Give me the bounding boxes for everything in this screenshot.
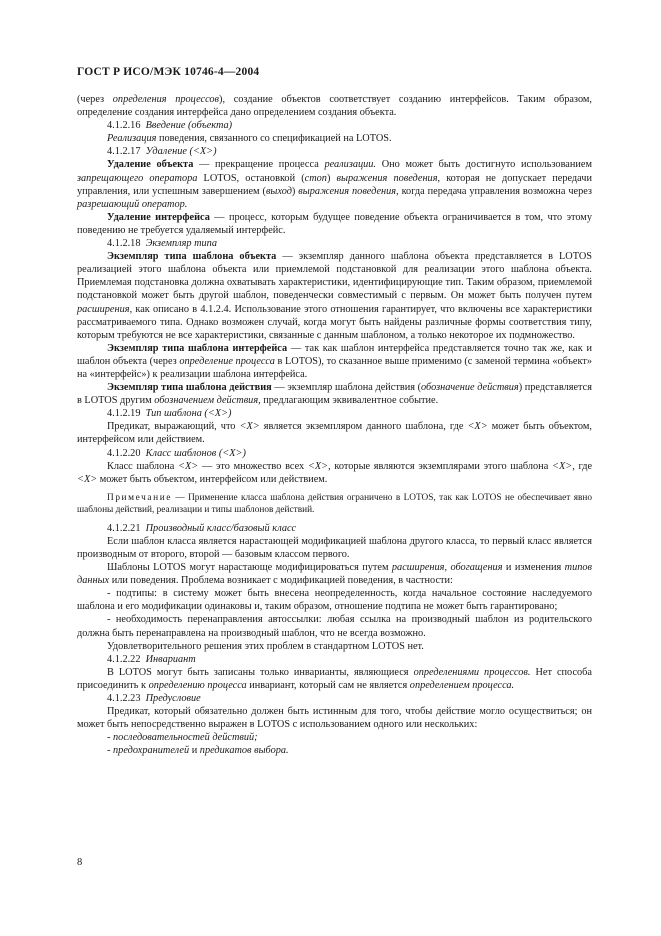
- section-heading-4-1-2-22: 4.1.2.22 Инвариант: [107, 653, 196, 665]
- list-item: - необходимость перенаправления автоссылки: любая ссылка на производный шаблон из родительского должна быть перенаправлена на производный шаблон, что не всегда возможно.: [77, 614, 592, 639]
- paragraph: Если шаблон класса является нарастающей модификацией шаблона другого класса, то первый класс является производным от второго, второй — базовым классом первого.: [77, 535, 592, 560]
- paragraph: Удаление объекта — прекращение процесса реализации. Оно может быть достигнуто использованием запрещающего оператора LOTOS, остановкой (стоп) выражения поведения, которая не допускает передачи управления, или успешным завершением (выход) выражения поведения, когда передача управления возможна через разрешающий оператор.: [77, 159, 592, 210]
- section-heading-4-1-2-20: 4.1.2.20 Класс шаблонов (<X>): [107, 447, 246, 459]
- page-number: 8: [77, 857, 83, 868]
- paragraph: Класс шаблона <X> — это множество всех <X>, которые являются экземплярами этого шаблона <X>, где <X> может быть объектом, интерфейсом или действием.: [77, 460, 593, 485]
- section-heading-4-1-2-17: 4.1.2.17 Удаление (<X>): [107, 146, 217, 158]
- paragraph: В LOTOS могут быть записаны только инварианты, являющиеся определениями процессов. Нет способа присоединить к определению процесса инвариант, который сам не является определением процесса.: [77, 666, 592, 691]
- paragraph: Экземпляр типа шаблона объекта — экземпляр данного шаблона объекта представляется в LOTOS реализацией этого шаблона объекта или приемлемой подстановкой для реализации этого шаблона объекта. Приемлемая подстановка должна охватывать характеристики, идентифицирующие тип. Таким образом, приемлемой подстановкой может быть другой шаблон, поведенчески совместимый с первым. Он может быть получен путем расширения, как описано в 4.1.2.4. Использование этого отношения гарантирует, что включены все характеристики рассматриваемого типа. Однако возможен случай, когда могут быть найдены различные формы соответствия типу, которым требуются не все характеристики, связанные с данным шаблоном, а только некоторое их подмножество.: [77, 251, 592, 341]
- section-heading-4-1-2-16: 4.1.2.16 Введение (объекта): [107, 120, 233, 132]
- paragraph: Экземпляр типа шаблона действия — экземпляр шаблона действия (обозначение действия) представляется в LOTOS другим обозначением действия, предлагающим эквивалентное событие.: [77, 382, 592, 407]
- document-header: ГОСТ Р ИСО/МЭК 10746-4—2004: [77, 66, 260, 78]
- section-heading-4-1-2-21: 4.1.2.21 Производный класс/базовый класс: [107, 522, 297, 534]
- paragraph: (через определения процессов), создание объектов соответствует созданию интерфейсов. Таким образом, определение создания интерфейса дано определением создания объекта.: [77, 94, 592, 119]
- list-item: - подтипы: в систему может быть внесена неопределенность, когда начальное состояние наследуемого шаблона и его модификации одинаковы и, таким образом, отношение подтипа не может быть гарантировано;: [77, 588, 592, 613]
- paragraph: Шаблоны LOTOS могут нарастающе модифицироваться путем расширения, обогащения и изменения типов данных или поведения. Проблема возникает с модификацией поведения, в частности:: [77, 562, 593, 587]
- list-item: - последовательностей действий;: [107, 732, 258, 744]
- note: Примечание — Применение класса шаблона действия ограничено в LOTOS, так как LOTOS не обеспечивает явно шаблоны действий, реализации и типы шаблонов действий.: [77, 492, 592, 515]
- paragraph: Предикат, который обязательно должен быть истинным для того, чтобы действие могло осуществиться; он может быть непосредственно выражен в LOTOS с использованием одного или нескольких:: [77, 706, 592, 731]
- paragraph: Удовлетворительного решения этих проблем в стандартном LOTOS нет.: [107, 640, 424, 652]
- paragraph: Реализация поведения, связанного со спецификацией на LOTOS.: [107, 133, 392, 145]
- section-heading-4-1-2-23: 4.1.2.23 Предусловие: [107, 693, 201, 705]
- section-heading-4-1-2-18: 4.1.2.18 Экземпляр типа: [107, 238, 217, 250]
- section-heading-4-1-2-19: 4.1.2.19 Тип шаблона (<X>): [107, 408, 232, 420]
- paragraph: Экземпляр типа шаблона интерфейса — так как шаблон интерфейса представляется точно так же, как и шаблон объекта (через определение процесса в LOTOS), то сказанное выше применимо (с заменой термина «объект» на «интерфейс») к реализации шаблона интерфейса.: [77, 342, 593, 380]
- document-body: [77, 93, 592, 758]
- paragraph: Предикат, выражающий, что <X> является экземпляром данного шаблона, где <X> может быть объектом, интерфейсом или действием.: [77, 421, 592, 446]
- paragraph: Удаление интерфейса — процесс, которым будущее поведение объекта ограничивается в том, что этому поведению не требуется удаляемый интерфейс.: [77, 211, 592, 236]
- list-item: - предохранителей и предикатов выбора.: [107, 745, 289, 757]
